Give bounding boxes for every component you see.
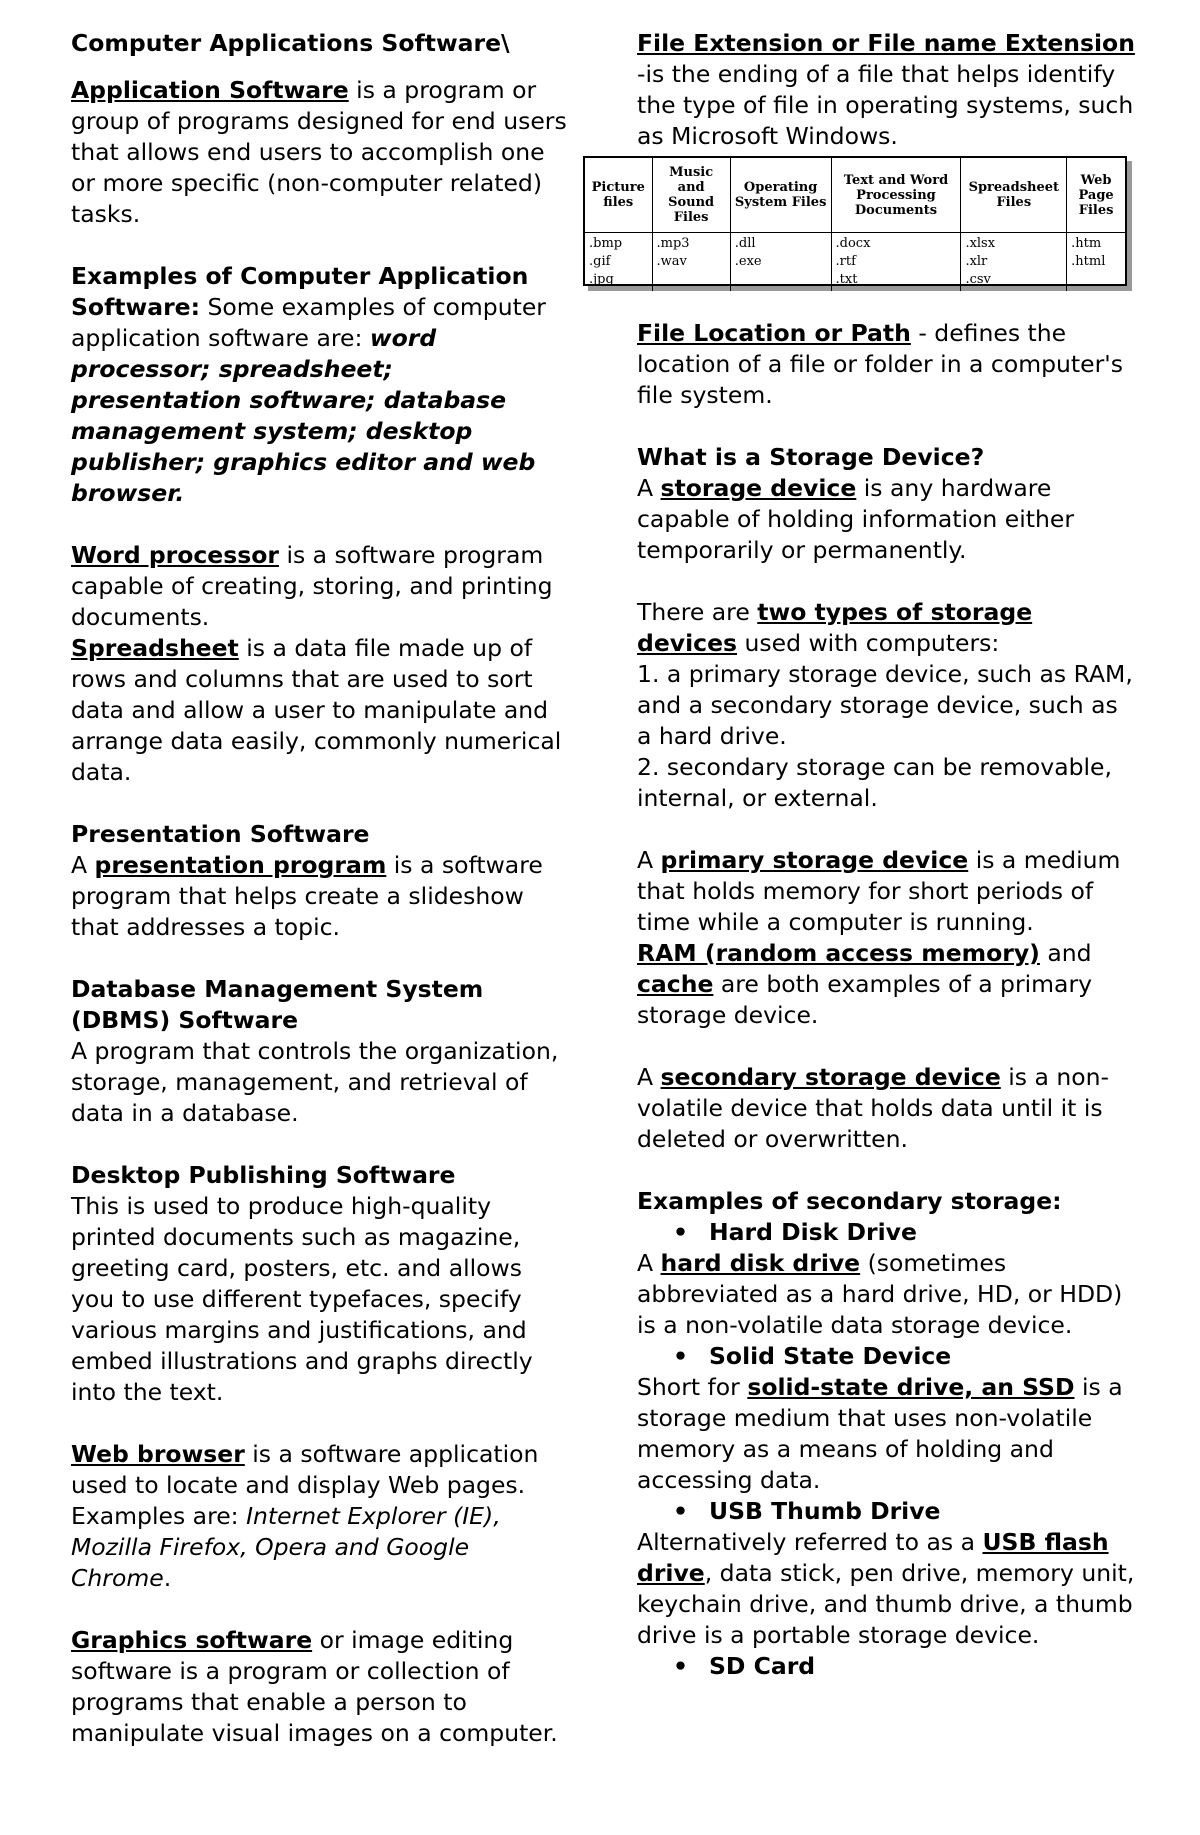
file-path-paragraph: File Location or Path - defines the location of a file or folder in a computer's file system. bbox=[637, 319, 1123, 409]
secondary-storage-paragraph: A secondary storage device is a non-volatile device that holds data until it is deleted or overwritten. bbox=[637, 1063, 1110, 1153]
table-header-cell: Web Page Files bbox=[1067, 158, 1125, 233]
bullet-usb: • USB Thumb Drive bbox=[673, 1497, 941, 1525]
spreadsheet-paragraph: Spreadsheet is a data file made up of rows and columns that are used to sort data and allow a user to manipulate and arrange data easily, commonly numerical data. bbox=[71, 634, 562, 786]
right-column bbox=[589, 28, 1137, 1682]
table-cell bbox=[961, 233, 1067, 292]
term: Application Software bbox=[71, 76, 349, 104]
extension-value: .dll bbox=[734, 236, 756, 251]
extension-value: .wav bbox=[656, 254, 687, 269]
bullet-icon: • bbox=[673, 1342, 689, 1370]
examples-paragraph: Examples of Computer Application Software: Some examples of computer application software are: word processor; spreadsheet; presentation software; database management system; desktop publisher; graphics editor and web browser. bbox=[71, 262, 546, 507]
dtp-heading: Desktop Publishing Software bbox=[71, 1161, 456, 1189]
bullet-icon: • bbox=[673, 1218, 689, 1246]
table-header-cell: Picture files bbox=[585, 158, 652, 233]
storage-type-1: 1. a primary storage device, such as RAM, and a secondary storage device, such as a hard drive. bbox=[637, 660, 1133, 750]
ssd-paragraph: Short for solid-state drive, an SSD is a storage medium that uses non-volatile memory as a means of holding and accessing data. bbox=[637, 1373, 1123, 1494]
primary-storage-paragraph: A primary storage device is a medium that holds memory for short periods of time while a computer is running. bbox=[637, 846, 1121, 936]
extension-value: .txt bbox=[835, 272, 858, 287]
extension-value: .jpg bbox=[589, 272, 614, 287]
presentation-paragraph: A presentation program is a software program that helps create a slideshow that addresses a topic. bbox=[71, 851, 543, 941]
table-cell bbox=[652, 233, 730, 292]
extension-value: .docx bbox=[835, 236, 871, 251]
extension-value: .mp3 bbox=[656, 236, 690, 251]
table-header-cell: Operating System Files bbox=[730, 158, 831, 233]
table-header-cell: Music and Sound Files bbox=[652, 158, 730, 233]
extension-value: .xlsx bbox=[965, 236, 996, 251]
file-extension-paragraph: File Extension or File name Extension -is the ending of a file that helps identify the type of file in operating systems, such as Microsoft Windows. bbox=[637, 29, 1135, 150]
hdd-paragraph: A hard disk drive (sometimes abbreviated as a hard drive, HD, or HDD) is a non-volatile data storage device. bbox=[637, 1249, 1123, 1339]
graphics-paragraph: Graphics software or image editing software is a program or collection of programs that enable a person to manipulate visual images on a computer. bbox=[71, 1626, 558, 1747]
bullet-ssd: • Solid State Device bbox=[673, 1342, 952, 1370]
application-software-paragraph: Application Software is a program or group of programs designed for end users that allows end users to accomplish one or more specific (non-computer related) tasks. bbox=[71, 76, 567, 228]
left-column bbox=[71, 28, 571, 1749]
storage-paragraph: A storage device is any hardware capable of holding information either temporarily or permanently. bbox=[637, 474, 1074, 564]
extension-value: .bmp bbox=[589, 236, 623, 251]
bullet-icon: • bbox=[673, 1652, 689, 1680]
dtp-paragraph: This is used to produce high-quality printed documents such as magazine, greeting card, posters, etc. and allows you to use different typefaces, specify various margins and justifications, and embed illustrations and graphs directly into the text. bbox=[71, 1192, 533, 1406]
table-cell bbox=[831, 233, 961, 292]
web-browser-paragraph: Web browser is a software application used to locate and display Web pages. Examples are: Internet Explorer (IE), Mozilla Firefox, Opera and Google Chrome. bbox=[71, 1440, 539, 1592]
dbms-paragraph: A program that controls the organization, storage, management, and retrieval of data in a database. bbox=[71, 1037, 559, 1127]
table-cell bbox=[585, 233, 652, 292]
extension-value: .csv bbox=[965, 272, 991, 287]
table-cell bbox=[730, 233, 831, 292]
bullet-hdd: • Hard Disk Drive bbox=[673, 1218, 917, 1246]
ram-cache-paragraph: RAM (random access memory) and cache are both examples of a primary storage device. bbox=[637, 939, 1093, 1029]
extension-value: .html bbox=[1071, 254, 1106, 269]
page-title: Computer Applications Software\ bbox=[71, 29, 510, 57]
extension-value: .htm bbox=[1071, 236, 1102, 251]
storage-type-2: 2. secondary storage can be removable, internal, or external. bbox=[637, 753, 1112, 812]
file-extension-table bbox=[583, 156, 1131, 290]
presentation-heading: Presentation Software bbox=[71, 820, 370, 848]
storage-heading: What is a Storage Device? bbox=[637, 443, 985, 471]
word-processor-paragraph: Word processor is a software program capable of creating, storing, and printing documents. bbox=[71, 541, 553, 631]
secondary-examples-heading: Examples of secondary storage: bbox=[637, 1187, 1062, 1215]
extension-value: .exe bbox=[734, 254, 762, 269]
storage-types-paragraph: There are two types of storage devices used with computers: bbox=[637, 598, 1033, 657]
bullet-icon: • bbox=[673, 1497, 689, 1525]
extension-value: .gif bbox=[589, 254, 611, 269]
extension-value: .xlr bbox=[965, 254, 988, 269]
extension-value: .rtf bbox=[835, 254, 856, 269]
dbms-heading: Database Management System (DBMS) Software bbox=[71, 975, 484, 1034]
usb-paragraph: Alternatively referred to as a USB flash drive, data stick, pen drive, memory unit, keychain drive, and thumb drive, a thumb drive is a portable storage device. bbox=[637, 1528, 1135, 1649]
table-header-cell: Text and Word Processing Documents bbox=[831, 158, 961, 233]
bullet-sd: • SD Card bbox=[673, 1652, 816, 1680]
table-header-cell: Spreadsheet Files bbox=[961, 158, 1067, 233]
table-cell bbox=[1067, 233, 1125, 292]
